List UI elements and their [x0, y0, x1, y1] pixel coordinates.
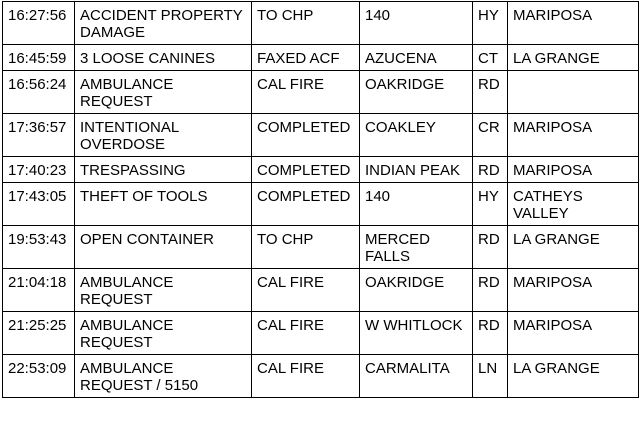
city-cell: CATHEYS VALLEY	[508, 183, 639, 226]
city-cell: MARIPOSA	[508, 269, 639, 312]
street-type-cell: CT	[473, 45, 508, 71]
call-type-cell: OPEN CONTAINER	[75, 226, 252, 269]
street-cell: OAKRIDGE	[360, 71, 473, 114]
table-row	[3, 157, 639, 183]
table-row	[3, 183, 639, 226]
disposition-cell: CAL FIRE	[252, 269, 360, 312]
street-type-cell: RD	[473, 269, 508, 312]
disposition-cell: FAXED ACF	[252, 45, 360, 71]
disposition-cell: CAL FIRE	[252, 71, 360, 114]
city-cell: LA GRANGE	[508, 45, 639, 71]
street-cell: W WHITLOCK	[360, 312, 473, 355]
call-type-cell: THEFT OF TOOLS	[75, 183, 252, 226]
street-cell: AZUCENA	[360, 45, 473, 71]
street-cell: 140	[360, 183, 473, 226]
street-type-cell: RD	[473, 226, 508, 269]
city-cell: MARIPOSA	[508, 2, 639, 45]
disposition-cell: COMPLETED	[252, 114, 360, 157]
street-type-cell: HY	[473, 183, 508, 226]
street-type-cell: CR	[473, 114, 508, 157]
city-cell: MARIPOSA	[508, 312, 639, 355]
disposition-cell: CAL FIRE	[252, 312, 360, 355]
time-cell: 17:43:05	[3, 183, 75, 226]
call-log-body	[3, 2, 639, 398]
call-type-cell: AMBULANCE REQUEST	[75, 269, 252, 312]
street-type-cell: RD	[473, 312, 508, 355]
table-row	[3, 312, 639, 355]
table-row	[3, 45, 639, 71]
disposition-cell: TO CHP	[252, 226, 360, 269]
disposition-cell: COMPLETED	[252, 157, 360, 183]
time-cell: 19:53:43	[3, 226, 75, 269]
time-cell: 21:04:18	[3, 269, 75, 312]
street-type-cell: HY	[473, 2, 508, 45]
call-type-cell: ACCIDENT PROPERTY DAMAGE	[75, 2, 252, 45]
street-cell: COAKLEY	[360, 114, 473, 157]
time-cell: 16:27:56	[3, 2, 75, 45]
city-cell: MARIPOSA	[508, 157, 639, 183]
street-type-cell: RD	[473, 157, 508, 183]
disposition-cell: TO CHP	[252, 2, 360, 45]
city-cell: LA GRANGE	[508, 226, 639, 269]
street-cell: MERCED FALLS	[360, 226, 473, 269]
table-row	[3, 355, 639, 398]
disposition-cell: CAL FIRE	[252, 355, 360, 398]
time-cell: 16:56:24	[3, 71, 75, 114]
table-row	[3, 226, 639, 269]
table-row	[3, 2, 639, 45]
call-type-cell: AMBULANCE REQUEST	[75, 71, 252, 114]
street-cell: OAKRIDGE	[360, 269, 473, 312]
city-cell: LA GRANGE	[508, 355, 639, 398]
time-cell: 22:53:09	[3, 355, 75, 398]
call-type-cell: AMBULANCE REQUEST / 5150	[75, 355, 252, 398]
street-cell: CARMALITA	[360, 355, 473, 398]
time-cell: 17:40:23	[3, 157, 75, 183]
time-cell: 16:45:59	[3, 45, 75, 71]
call-type-cell: INTENTIONAL OVERDOSE	[75, 114, 252, 157]
call-type-cell: TRESPASSING	[75, 157, 252, 183]
disposition-cell: COMPLETED	[252, 183, 360, 226]
table-row	[3, 71, 639, 114]
city-cell: MARIPOSA	[508, 114, 639, 157]
call-type-cell: AMBULANCE REQUEST	[75, 312, 252, 355]
call-log-table	[2, 1, 639, 398]
street-cell: 140	[360, 2, 473, 45]
street-cell: INDIAN PEAK	[360, 157, 473, 183]
call-type-cell: 3 LOOSE CANINES	[75, 45, 252, 71]
table-row	[3, 114, 639, 157]
street-type-cell: LN	[473, 355, 508, 398]
time-cell: 21:25:25	[3, 312, 75, 355]
city-cell	[508, 71, 639, 114]
street-type-cell: RD	[473, 71, 508, 114]
time-cell: 17:36:57	[3, 114, 75, 157]
table-row	[3, 269, 639, 312]
